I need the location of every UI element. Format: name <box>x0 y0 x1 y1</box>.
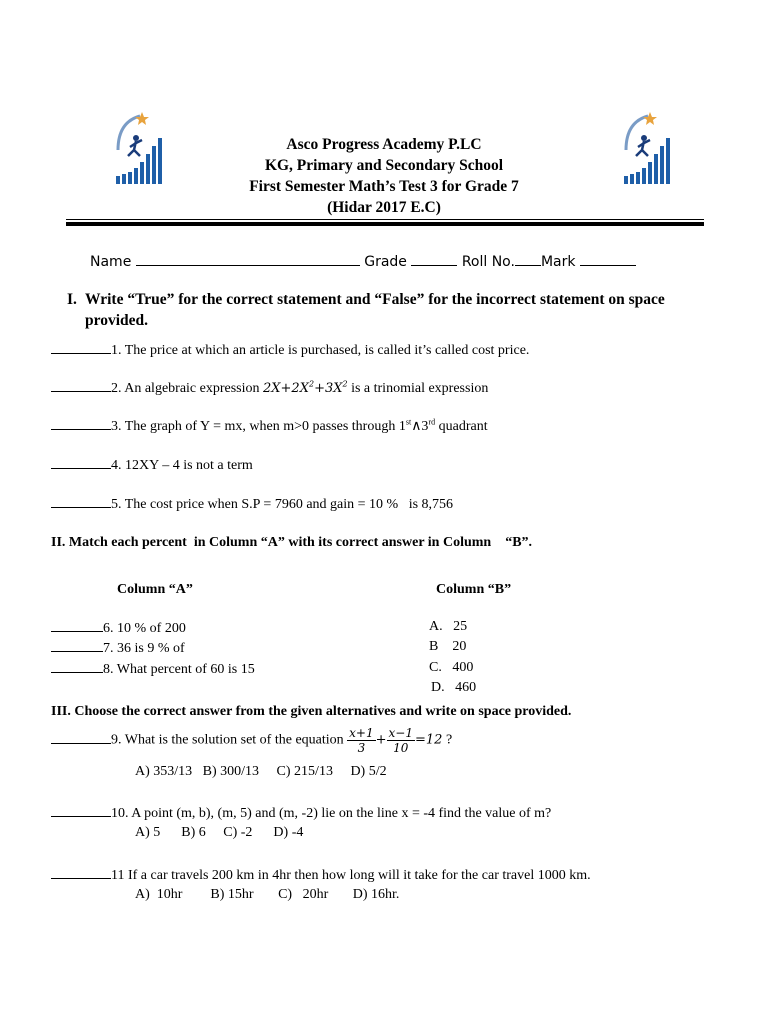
question-10-options: A) 5 B) 6 C) -2 D) -4 <box>135 825 304 840</box>
match-item-7 <box>51 639 185 657</box>
sup-st: st <box>405 417 412 427</box>
school-name: Asco Progress Academy P.LC <box>286 136 482 153</box>
question-5-text: 5. The cost price when S.P = 7960 and gain = 10 % is 8,756 <box>111 497 454 512</box>
question-mark: ? <box>445 732 453 748</box>
question-9-options: A) 353/13 B) 300/13 C) 215/13 D) 5/2 <box>135 764 387 779</box>
column-b-heading: Column “B” <box>436 582 512 597</box>
answer-blank-3[interactable] <box>51 417 111 430</box>
question-11-options: A) 10hr B) 15hr C) 20hr D) 16hr. <box>135 887 400 902</box>
column-b-option-c: C. 400 <box>429 660 474 675</box>
question-9 <box>51 726 452 755</box>
question-3 <box>51 417 488 435</box>
question-4 <box>51 456 253 474</box>
question-1-text: 1. The price at which an article is purchased, is called it’s called cost price. <box>111 343 530 358</box>
question-1 <box>51 341 529 359</box>
question-9-text: 9. What is the solution set of the equation <box>111 732 344 748</box>
answer-blank-1[interactable] <box>51 341 111 354</box>
answer-blank-7[interactable] <box>51 639 103 652</box>
test-title: First Semester Math’s Test 3 for Grade 7 <box>249 178 519 195</box>
section-1-number: I. <box>67 291 77 308</box>
answer-blank-4[interactable] <box>51 456 111 469</box>
plus-sign: + <box>375 732 387 748</box>
match-item-8-text: 8. What percent of 60 is 15 <box>103 662 255 677</box>
answer-blank-9[interactable] <box>51 731 111 744</box>
answer-blank-11[interactable] <box>51 866 111 879</box>
column-a-heading: Column “A” <box>117 582 193 597</box>
column-b-option-b: B 20 <box>429 639 467 654</box>
section-2-heading: II. Match each percent in Column “A” with its correct answer in Column “B”. <box>51 535 533 550</box>
header-rule-thin <box>66 219 704 220</box>
section-3-heading: III. Choose the correct answer from the given alternatives and write on space provided. <box>51 704 572 719</box>
answer-blank-2[interactable] <box>51 379 111 392</box>
mark-field[interactable] <box>580 251 636 266</box>
question-10-text: 10. A point (m, b), (m, 5) and (m, -2) lie on the line x = -4 find the value of m? <box>111 806 552 821</box>
fraction-1: $\frac{x+1}{3}$ <box>349 726 374 755</box>
match-item-6-text: 6. 10 % of 200 <box>103 621 186 636</box>
roll-label: Roll No. <box>461 254 515 270</box>
name-label: Name <box>90 254 132 270</box>
name-field[interactable] <box>136 251 360 266</box>
q3-mid: ∧3 <box>411 419 429 434</box>
question-2 <box>51 379 488 397</box>
question-3-suffix: quadrant <box>438 419 488 434</box>
question-11 <box>51 866 591 884</box>
sup-rd: rd <box>428 417 436 427</box>
answer-blank-6[interactable] <box>51 619 103 632</box>
header-rule-thick <box>66 222 704 226</box>
section-1-instruction: Write “True” for the correct statement and “False” for the incorrect statement on space provided. <box>85 291 665 329</box>
test-date: (Hidar 2017 E.C) <box>327 199 441 216</box>
match-item-7-text: 7. 36 is 9 % of <box>103 641 185 656</box>
question-5 <box>51 495 453 513</box>
school-level: KG, Primary and Secondary School <box>264 157 504 174</box>
question-2-suffix: is a trinomial expression <box>351 381 489 396</box>
roll-field[interactable] <box>515 251 541 266</box>
question-3-text: 3. The graph of Y = mx, when m>0 passes through 1 <box>111 419 406 434</box>
question-11-text: 11 If a car travels 200 km in 4hr then how long will it take for the car travel 1000 km. <box>111 868 591 883</box>
question-10 <box>51 804 551 822</box>
question-4-text: 4. 12XY – 4 is not a term <box>111 458 253 473</box>
answer-blank-5[interactable] <box>51 495 111 508</box>
match-item-6 <box>51 619 186 637</box>
mark-label: Mark <box>540 254 576 270</box>
question-2-expression: $2X+2X^2+3X^2$ <box>263 379 348 396</box>
grade-field[interactable] <box>411 251 457 266</box>
column-b-option-a: A. 25 <box>429 619 468 634</box>
column-b-option-d: D. 460 <box>431 680 477 695</box>
match-item-8 <box>51 660 255 678</box>
answer-blank-8[interactable] <box>51 660 103 673</box>
student-info-line <box>90 251 636 270</box>
fraction-2: $\frac{x-1}{10}$ <box>388 726 413 755</box>
grade-label: Grade <box>364 254 407 270</box>
equals-12: =12 <box>415 732 443 748</box>
question-2-text: 2. An algebraic expression <box>111 381 260 396</box>
answer-blank-10[interactable] <box>51 804 111 817</box>
